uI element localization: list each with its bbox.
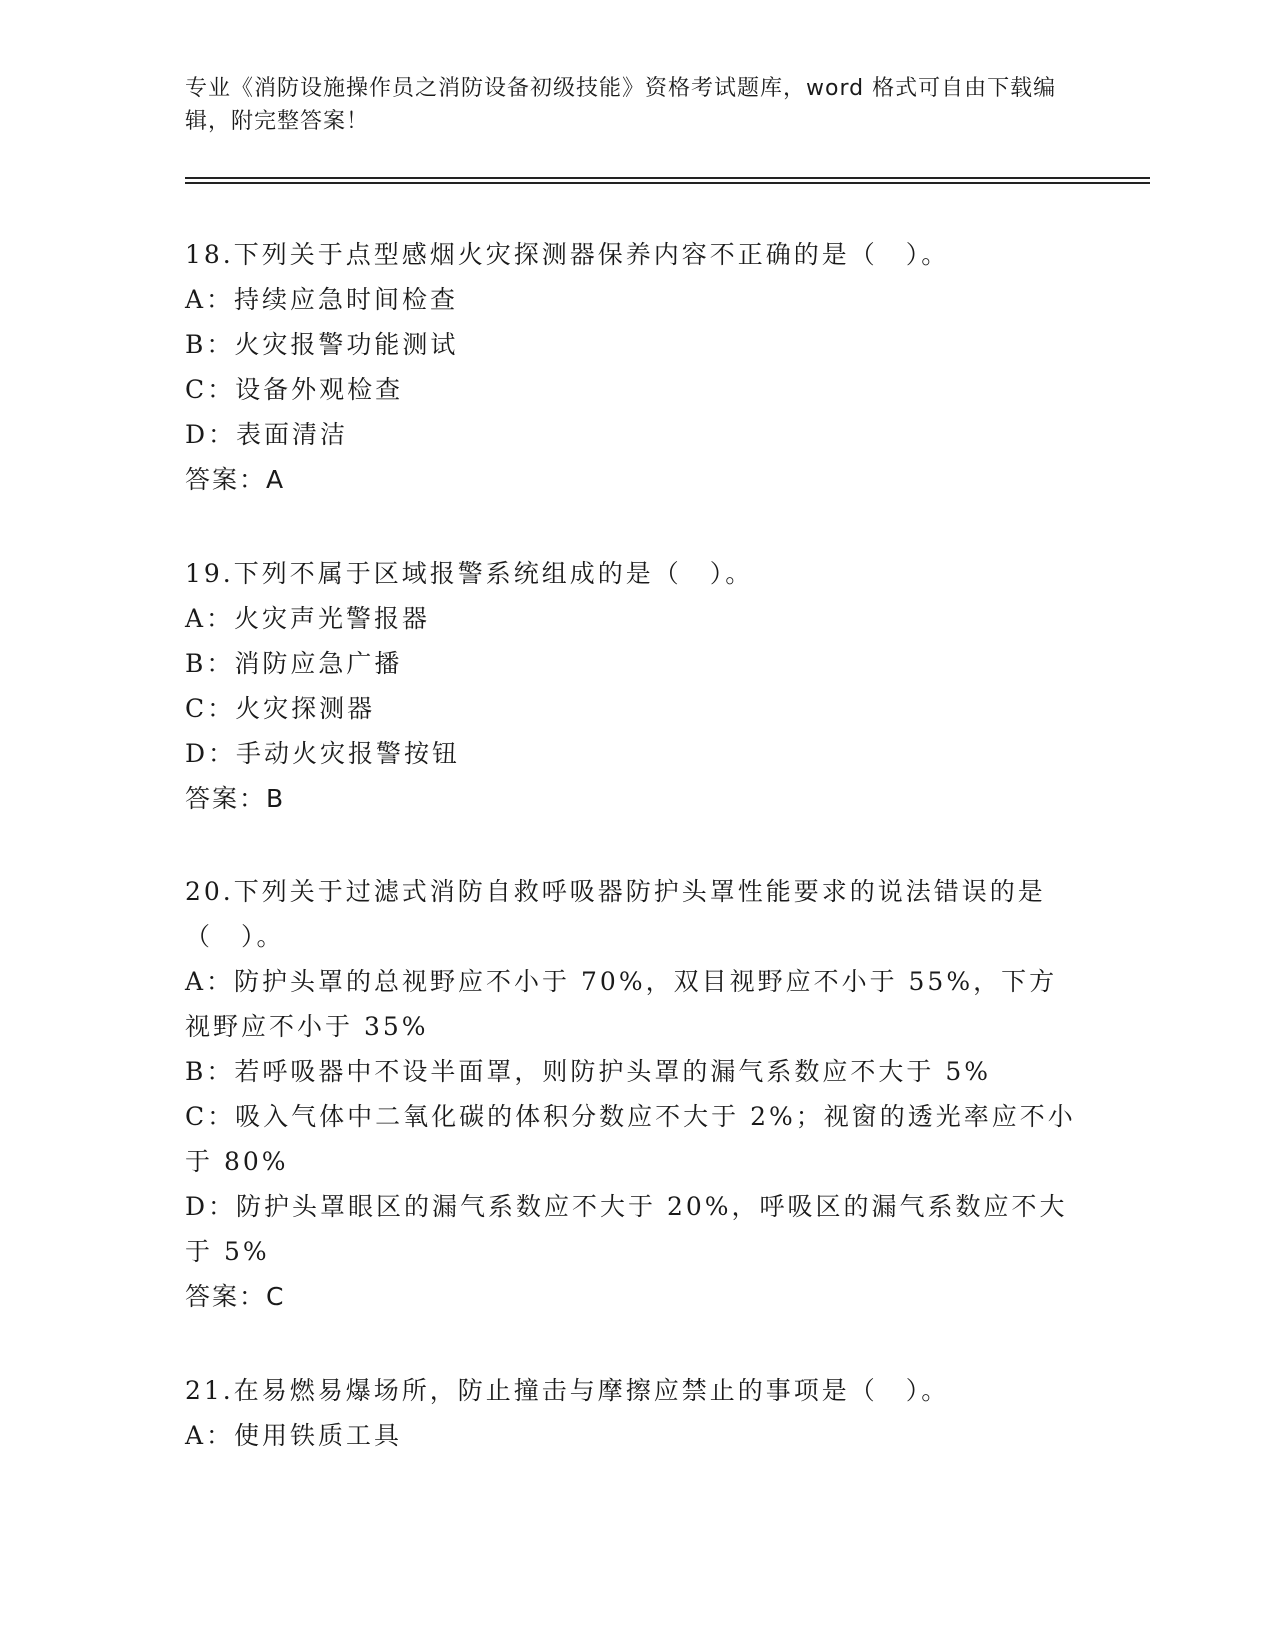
option-d: D：手动火灾报警按钮 — [185, 739, 461, 768]
option-c: C：火灾探测器 — [185, 694, 376, 723]
option-c: C：设备外观检查 — [185, 375, 404, 404]
option-a: A：持续应急时间检查 — [185, 285, 459, 314]
question-stem: 19.下列不属于区域报警系统组成的是（ ）。 — [185, 559, 754, 588]
option-a: A：防护头罩的总视野应不小于 70%，双目视野应不小于 55%，下方视野应不小于 35% — [185, 967, 1058, 1041]
document-header: 专业《消防设施操作员之消防设备初级技能》资格考试题库，word 格式可自由下载编辑，附完整答案！ — [185, 76, 1057, 134]
option-d: D：表面清洁 — [185, 420, 349, 449]
option-d: D：防护头罩眼区的漏气系数应不大于 20%，呼吸区的漏气系数应不大于 5% — [185, 1192, 1068, 1266]
header-divider-top — [185, 177, 1150, 179]
option-a: A：火灾声光警报器 — [185, 604, 431, 633]
option-b: B：若呼吸器中不设半面罩，则防护头罩的漏气系数应不大于 5% — [185, 1057, 991, 1086]
question-stem: 21.在易燃易爆场所，防止撞击与摩擦应禁止的事项是（ ）。 — [185, 1376, 950, 1405]
option-a: A：使用铁质工具 — [185, 1421, 403, 1450]
answer: 答案：A — [185, 465, 286, 494]
option-b: B：消防应急广播 — [185, 649, 403, 678]
header-divider-bottom — [185, 182, 1150, 184]
answer: 答案：B — [185, 784, 286, 813]
question-20 — [185, 869, 1085, 1319]
question-18 — [185, 232, 1085, 502]
question-stem: 18.下列关于点型感烟火灾探测器保养内容不正确的是（ ）。 — [185, 240, 950, 269]
option-c: C：吸入气体中二氧化碳的体积分数应不大于 2%；视窗的透光率应不小于 80% — [185, 1102, 1076, 1176]
answer: 答案：C — [185, 1282, 286, 1311]
question-stem: 20.下列关于过滤式消防自救呼吸器防护头罩性能要求的说法错误的是（ ）。 — [185, 877, 1046, 951]
question-19 — [185, 551, 1085, 821]
option-b: B：火灾报警功能测试 — [185, 330, 459, 359]
question-21 — [185, 1368, 1085, 1458]
